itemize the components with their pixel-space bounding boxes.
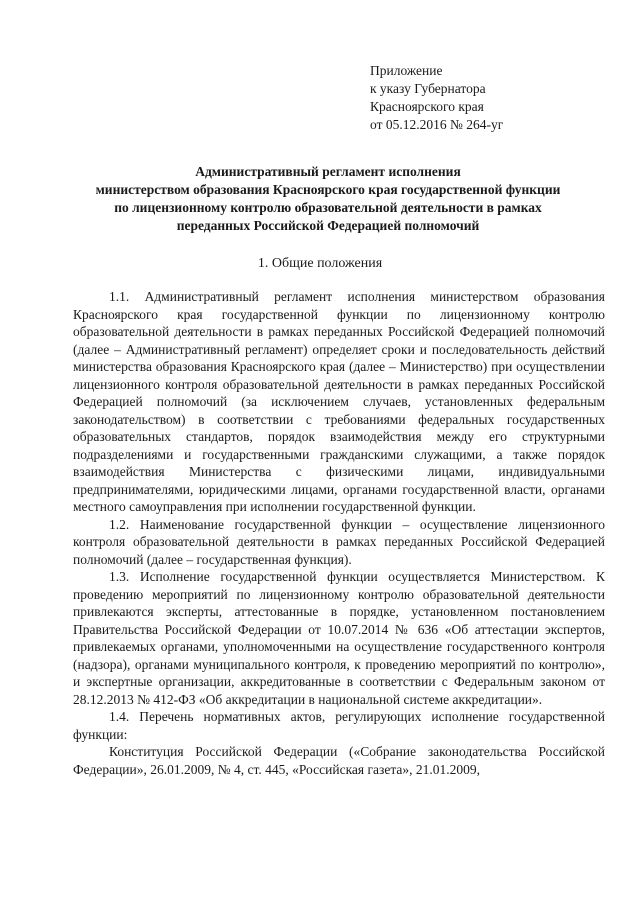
title-line: переданных Российской Федерацией полномочий [176,218,480,233]
document-title [60,163,596,235]
title-line: по лицензионному контролю образовательной деятельности в рамках [114,200,542,215]
appendix-line: от 05.12.2016 № 264-уг [370,117,504,132]
paragraph-1-3: 1.3. Исполнение государственной функции осуществляется Министерством. К проведению мероприятий по лицензионному контролю образовательной деятельности привлекаются эксперты, аттестованные в порядке, установленном постановлением Правительства Российской Федерации от 10.07.2014 № 636 «Об аттестации экспертов, привлекаемых органами, уполномоченными на осуществление государственного контроля (надзора), органами муниципального контроля, к проведению мероприятий по контролю», и экспертные организации, аккредитованные в соответствии с Федеральным законом от 28.12.2013 № 412-ФЗ «Об аккредитации в национальной системе аккредитации». [73,569,605,707]
paragraph-1-2: 1.2. Наименование государственной функции – осуществление лицензионного контроля образовательной деятельности в рамках переданных Российской Федерацией полномочий (далее – государственная функция). [73,516,605,567]
section-heading: 1. Общие положения [257,256,383,271]
appendix-line: Красноярского края [370,99,484,114]
paragraph-1-1: 1.1. Административный регламент исполнения министерством образования Красноярского края государственной функции по лицензионному контролю образовательной деятельности в рамках переданных Российской Федерацией полномочий (далее – Административный регламент) определяет сроки и последовательность действий министерства образования Красноярского края (далее – Министерство) при осуществлении лицензионного контроля образовательной деятельности в рамках переданных Российской Федерацией полномочий (за исключением случаев, установленных федеральным законодательством) в соответствии с требованиями федеральных государственных образовательных стандартов, порядок взаимодействия между его структурными подразделениями и государственными гражданскими служащими, а также порядок взаимодействия Министерства с физическими лицами, индивидуальными предпринимателями, юридическими лицами, органами государственной власти, органами местного самоуправления при исполнении государственной функции. [73,289,605,514]
appendix-line: Приложение [370,63,443,78]
paragraph-1-4: 1.4. Перечень нормативных актов, регулирующих исполнение государственной функции: [73,709,605,742]
appendix-block [370,62,503,134]
title-line: Административный регламент исполнения [195,164,461,179]
document-body [73,288,605,778]
paragraph-constitution: Конституция Российской Федерации («Собрание законодательства Российской Федерации», 26.01.2009, № 4, ст. 445, «Российская газета», 21.01.2009, [73,744,605,777]
title-line: министерством образования Красноярского края государственной функции [95,182,561,197]
appendix-line: к указу Губернатора [370,81,486,96]
